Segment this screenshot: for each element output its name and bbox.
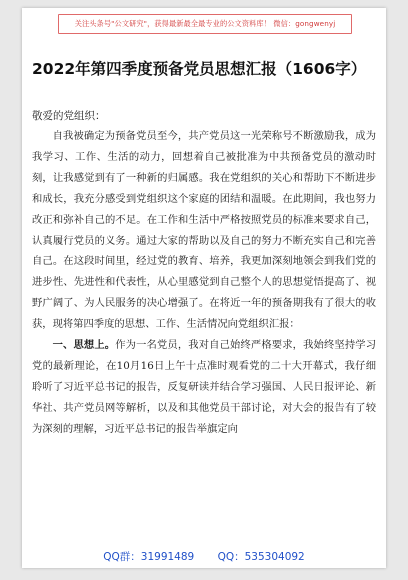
qq-number: QQ：535304092 xyxy=(217,551,305,563)
page-footer xyxy=(22,549,386,564)
section-text: 作为一名党员，我对自己始终严格要求，我始终坚持学习党的最新理论，在10月16日上午十点准时观看党的二十大开幕式，我仔细聆听了习近平总书记的报告，反复研读并结合学习强国、人民日报评论、新华社、共产党员网等解析，以及和其他党员干部讨论，对大会的报告有了较为深刻的理解，习近平总书记的报告举旗定向 xyxy=(32,339,377,435)
document-body xyxy=(32,126,376,440)
salutation: 敬爱的党组织： xyxy=(32,110,106,122)
section-heading: 一、思想上。 xyxy=(52,339,116,352)
body-paragraph: 自我被确定为预备党员至今，共产党员这一光荣称号不断激励我，成为我学习、工作、生活的动力，回想着自己被批准为中共预备党员的激动时刻，让我感觉到有了一种新的归属感。我在党组织的关心和帮助下不断进步和成长，我充分感受到党组织这个家庭的团结和温暖。在此期间，我也努力改正和弥补自己的不足。在工作和生活中严格按照党员的标准来要求自己，认真履行党员的义务。通过大家的帮助以及自己的努力不断充实自己和完善自己。在这段时间里，经过党的教育、培养，我更加深刻地领会到我们党的进步性、先进性和代表性，从心里感觉到自己整个人的思想觉悟提高了、视野广阔了、为人民服务的决心增强了。在将近一年的预备期我有了很大的收获，现将第四季度的思想、工作、生活情况向党组织汇报： xyxy=(32,130,376,331)
document-title: 2022年第四季度预备党员思想汇报（1606字） xyxy=(32,60,367,78)
document-page xyxy=(22,8,386,568)
qq-group-number: QQ群：31991489 xyxy=(103,551,195,563)
promo-banner: 关注头条号"公文研究"，获得最新最全最专业的公文资料库！ 微信：gongwenyj xyxy=(58,14,352,34)
body-paragraph-section xyxy=(32,335,376,440)
